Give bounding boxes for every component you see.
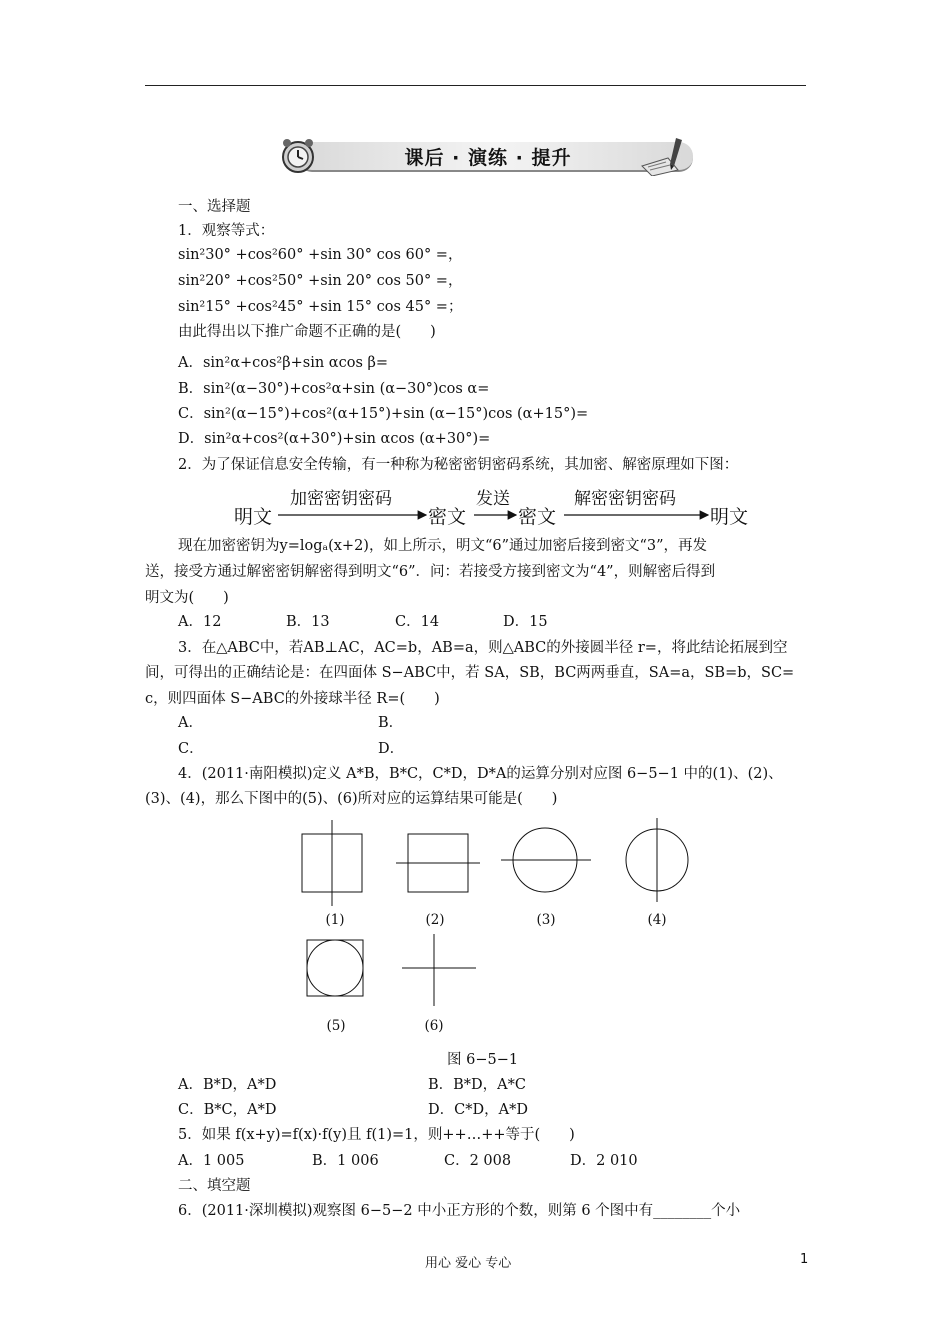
diagram-encryption-key: 加密密钥密码 — [290, 489, 392, 509]
q2-body-line-2: 送，接受方通过解密密钥解密得到明文“6”．问：若接受方接到密文为“4”，则解密后得到 — [145, 564, 716, 580]
figure-2 — [396, 834, 480, 892]
diagram-plaintext-1: 明文 — [234, 506, 273, 528]
figure-5 — [307, 940, 363, 996]
q1-equation-2: sin²20° +cos²50° +sin 20° cos 50° =， — [178, 273, 463, 289]
q4-option-d: D．C*D，A*D — [428, 1102, 528, 1118]
q3-line-1: 3．在△ABC中，若AB⊥AC，AC=b，AB=a，则△ABC的外接圆半径 r=，将此结论拓展到空 — [178, 640, 788, 656]
q4-option-a: A．B*D，A*D — [178, 1077, 277, 1093]
banner-title: 课后 · 演练 · 提升 — [404, 147, 572, 169]
q4-option-c: C．B*C，A*D — [178, 1102, 277, 1118]
q5-option-a: A．1 005 — [178, 1153, 245, 1169]
q2-option-a: A．12 — [178, 614, 222, 630]
figure-6-caption: (6) — [424, 1018, 444, 1034]
figure-4 — [626, 818, 688, 902]
figure-1 — [302, 820, 362, 906]
q2-option-c: C．14 — [395, 614, 440, 630]
q3-option-a: A． — [178, 715, 203, 731]
q1-option-b: B．sin²(α−30°)+cos²α+sin (α−30°)cos α= — [178, 381, 490, 397]
figure-1-caption: (1) — [325, 912, 345, 928]
diagram-plaintext-2: 明文 — [710, 506, 749, 528]
q1-question: 由此得出以下推广命题不正确的是( ) — [178, 324, 436, 340]
figure-3 — [501, 828, 591, 892]
figure-caption: 图 6−5−1 — [447, 1052, 519, 1068]
pen-and-paper-icon — [638, 136, 690, 176]
q2-stem: 2．为了保证信息安全传输，有一种称为秘密密钥密码系统，其加密、解密原理如下图： — [178, 457, 739, 473]
q5-stem: 5．如果 f(x+y)=f(x)·f(y)且 f(1)=1，则++…++等于( ) — [178, 1127, 575, 1143]
figure-5-caption: (5) — [326, 1018, 346, 1034]
q6-stem: 6．(2011·深圳模拟)观察图 6−5−2 中小正方形的个数，则第 6 个图中有________个小 — [178, 1203, 741, 1219]
q4-line-2: (3)、(4)，那么下图中的(5)、(6)所对应的运算结果可能是( ) — [145, 791, 558, 807]
q2-option-d: D．15 — [503, 614, 548, 630]
q2-body-line-3: 明文为( ) — [145, 590, 229, 606]
diagram-ciphertext-1: 密文 — [428, 506, 467, 528]
q2-body-line-1: 现在加密密钥为y=logₐ(x+2)，如上所示，明文“6”通过加密后接到密文“3”，再发 — [178, 538, 708, 554]
page-number: 1 — [800, 1252, 809, 1267]
diagram-send: 发送 — [476, 489, 510, 509]
q3-option-b: B． — [378, 715, 404, 731]
figure-6 — [402, 934, 476, 1006]
diagram-ciphertext-2: 密文 — [518, 506, 557, 528]
q1-stem: 1．观察等式： — [178, 223, 275, 239]
q5-option-b: B．1 006 — [312, 1153, 379, 1169]
q3-line-3: c，则四面体 S−ABC的外接球半径 R=( ) — [145, 691, 440, 707]
q5-option-c: C．2 008 — [444, 1153, 512, 1169]
q1-equation-3: sin²15° +cos²45° +sin 15° cos 45° =； — [178, 299, 463, 315]
q1-option-a: A．sin²α+cos²β+sin αcos β= — [178, 355, 389, 371]
section-banner — [278, 136, 698, 176]
q2-option-b: B．13 — [286, 614, 330, 630]
q4-line-1: 4．(2011·南阳模拟)定义 A*B，B*C，C*D，D*A的运算分别对应图 6−5−1 中的(1)、(2)、 — [178, 766, 783, 782]
figure-4-caption: (4) — [647, 912, 667, 928]
q1-option-d: D．sin²α+cos²(α+30°)+sin αcos (α+30°)= — [178, 431, 491, 447]
diagram-decryption-key: 解密密钥密码 — [574, 489, 676, 509]
section-heading-choice: 一、选择题 — [178, 199, 251, 215]
q5-option-d: D．2 010 — [570, 1153, 638, 1169]
header-rule — [145, 85, 806, 86]
q3-line-2: 间，可得出的正确结论是：在四面体 S−ABC中，若 SA，SB，BC两两垂直，SA=a，SB=b，SC= — [145, 665, 795, 681]
section-heading-fill: 二、填空题 — [178, 1178, 251, 1194]
q1-equation-1: sin²30° +cos²60° +sin 30° cos 60° =， — [178, 247, 463, 263]
figure-2-caption: (2) — [425, 912, 445, 928]
footer-slogan: 用心 爱心 专心 — [425, 1256, 512, 1271]
cipher-flow-diagram — [228, 484, 768, 528]
q3-option-c: C． — [178, 741, 204, 757]
q3-option-d: D． — [378, 741, 405, 757]
q1-option-c: C．sin²(α−15°)+cos²(α+15°)+sin (α−15°)cos (α+15°)= — [178, 406, 589, 422]
figure-3-caption: (3) — [536, 912, 556, 928]
q4-option-b: B．B*D，A*C — [428, 1077, 527, 1093]
